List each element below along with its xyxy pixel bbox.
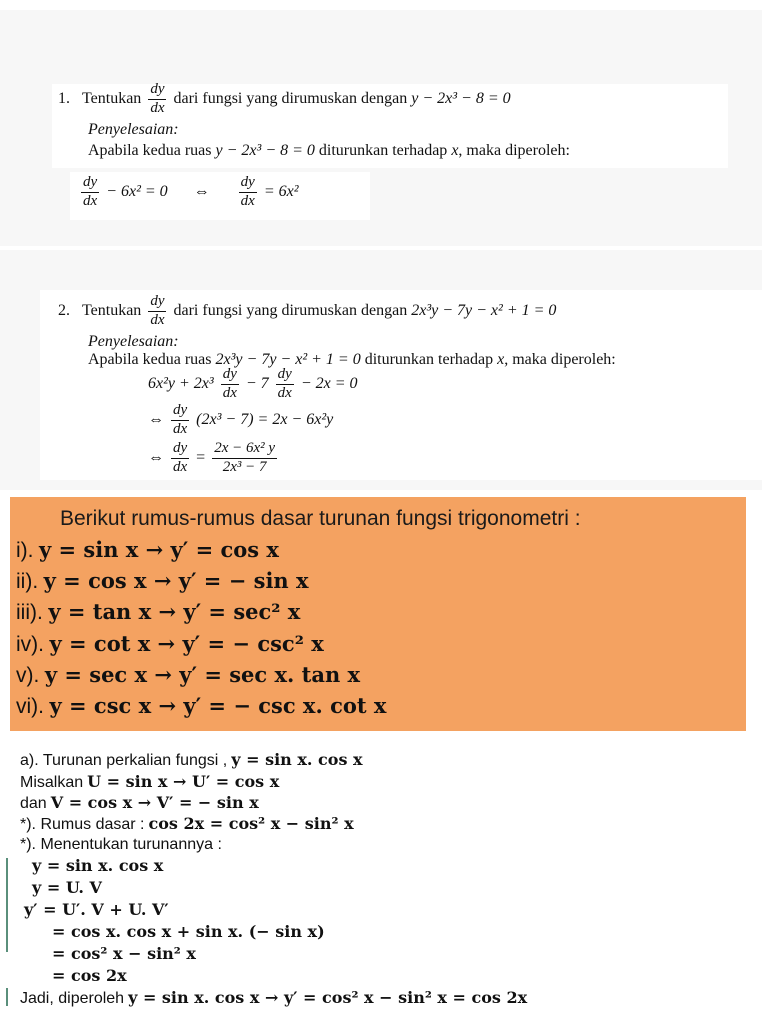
fraction-numerator: dy [171,403,189,421]
rule-formula: y = cos x → y′ = − sin x [43,568,309,593]
fraction-denominator: 2x³ − 7 [222,458,267,475]
problem2-number: 2. [58,301,70,319]
step1-part-a: 6x²y + 2x³ [148,374,214,392]
problem2-step3 [148,441,280,476]
fraction-denominator: dx [173,420,188,437]
rule-index: i). [16,539,34,562]
line-math: cos 2x = cos² x − sin² x [148,814,354,833]
fraction-numerator: dy [239,175,257,193]
step-math: = cos² x − sin² x [52,944,196,963]
equivalence-symbol: ⇔ [148,410,164,428]
line-text: dan [20,795,47,812]
step3-equals: = [196,448,206,466]
guide-line [6,858,8,952]
fraction-denominator: dx [277,384,292,401]
equivalence-symbol: ⇔ [193,182,210,200]
fraction-denominator: dx [240,192,255,209]
guide-line [6,988,8,1006]
line-math: y = sin x. cos x [231,750,363,769]
fraction-numerator: dy [81,175,99,193]
rule-index: iii). [16,601,43,624]
apply-before: Apabila kedua ruas [88,142,212,159]
step-math: = cos x. cos x + sin x. (− sin x) [52,922,325,941]
example-line-d [20,814,354,834]
trig-rule-5 [16,662,360,688]
result-fraction-left [81,175,99,210]
fraction-numerator: dy [221,367,239,385]
fraction-denominator: dx [150,311,165,328]
problem2-step1 [148,367,358,402]
problem1-apply-line [88,141,570,160]
fraction-denominator: dx [150,99,165,116]
apply-equation: 2x³y − 7y − x² + 1 = 0 [215,351,361,368]
step-math: y′ = U′. V + U. V′ [24,900,169,919]
problem2-derivative-fraction [148,294,166,329]
rule-formula: y = sec x → y′ = sec x. tan x [44,662,361,687]
problem1-question [58,82,511,117]
problem1-number: 1. [58,89,70,107]
problem2-prompt-before: Tentukan [82,301,142,319]
apply-equation: y − 2x³ − 8 = 0 [215,142,315,159]
step3-fraction-left [171,441,189,476]
rule-formula: y = csc x → y′ = − csc x. cot x [49,693,387,718]
problem1-prompt-before: Tentukan [82,89,142,107]
line-math: V = cos x → V′ = − sin x [50,793,259,812]
derivative-step-2 [32,878,102,898]
line-text: Jadi, diperoleh [20,990,125,1007]
apply-after: , maka diperoleh: [504,351,616,368]
apply-before: Apabila kedua ruas [88,351,212,368]
problem2-equation: 2x³y − 7y − x² + 1 = 0 [411,301,557,319]
trig-rule-1 [16,537,279,563]
trig-rule-3 [16,599,300,625]
apply-mid: diturunkan terhadap [318,142,448,159]
example-line-c [20,793,259,813]
fraction-denominator: dx [173,458,188,475]
result-fraction-right [239,175,257,210]
line-text: Misalkan [20,774,84,791]
trig-rule-6 [16,693,386,719]
line-text: *). Menentukan turunannya : [20,836,222,853]
fraction-numerator: 2x − 6x² y [212,441,277,459]
fraction-numerator: dy [171,441,189,459]
step1-part-c: − 2x = 0 [300,374,358,392]
trig-rule-2 [16,568,309,594]
rule-formula: y = tan x → y′ = sec² x [48,599,301,624]
step1-fraction-2 [276,367,294,402]
line-text: *). Rumus dasar : [20,816,145,833]
example-line-b [20,772,279,792]
fraction-numerator: dy [148,82,166,100]
apply-mid: diturunkan terhadap [364,351,494,368]
step3-fraction-right [212,441,277,476]
result-right-tail: = 6x² [263,182,299,200]
apply-variable: x [451,142,459,159]
problem1-result [78,175,299,210]
line-math: U = sin x → U′ = cos x [87,772,280,791]
derivative-step-6 [52,966,127,986]
trig-rule-4 [16,631,324,657]
step1-part-b: − 7 [245,374,269,392]
problem1-prompt-after: dari fungsi yang dirumuskan dengan [173,89,408,107]
problem1-solution-label: Penyelesaian: [88,121,179,138]
problem1-equation: y − 2x³ − 8 = 0 [411,89,511,107]
step1-fraction-1 [221,367,239,402]
step-math: y = sin x. cos x [32,856,164,875]
equivalence-symbol: ⇔ [148,448,164,466]
trig-heading: Berikut rumus-rumus dasar turunan fungsi trigonometri : [60,507,581,530]
fraction-denominator: dx [83,192,98,209]
product-derivative-example [0,742,768,1024]
step2-fraction [171,403,189,438]
rule-formula: y = cot x → y′ = − csc² x [49,631,324,656]
apply-after: , maka diperoleh: [458,142,570,159]
rule-index: ii). [16,570,39,593]
problem2-step2 [148,403,333,438]
step-math: = cos 2x [52,966,127,985]
result-left-tail: − 6x² = 0 [106,182,168,200]
derivative-step-5 [52,944,196,964]
step-math: y = U. V [32,878,102,897]
step2-tail: (2x³ − 7) = 2x − 6x²y [196,410,334,428]
problem2-solution-label: Penyelesaian: [88,333,179,350]
problem2-question [58,294,556,329]
rule-index: v). [16,664,40,687]
rule-formula: y = sin x → y′ = cos x [39,537,279,562]
line-text: a). Turunan perkalian fungsi , [20,752,228,769]
rule-index: iv). [16,633,44,656]
trig-formula-box [10,497,746,731]
apply-variable: x [497,351,505,368]
example-conclusion [20,988,527,1008]
derivative-step-1 [32,856,163,876]
derivative-step-4 [52,922,325,942]
problem2-prompt-after: dari fungsi yang dirumuskan dengan [173,301,408,319]
rule-index: vi). [16,695,44,718]
fraction-numerator: dy [276,367,294,385]
example-line-e [20,836,222,854]
fraction-numerator: dy [148,294,166,312]
example-line-a [20,750,363,770]
problem1-derivative-fraction [148,82,166,117]
derivative-step-3 [24,900,169,920]
line-math: y = sin x. cos x → y′ = cos² x − sin² x = cos 2x [128,988,528,1007]
fraction-denominator: dx [222,384,237,401]
